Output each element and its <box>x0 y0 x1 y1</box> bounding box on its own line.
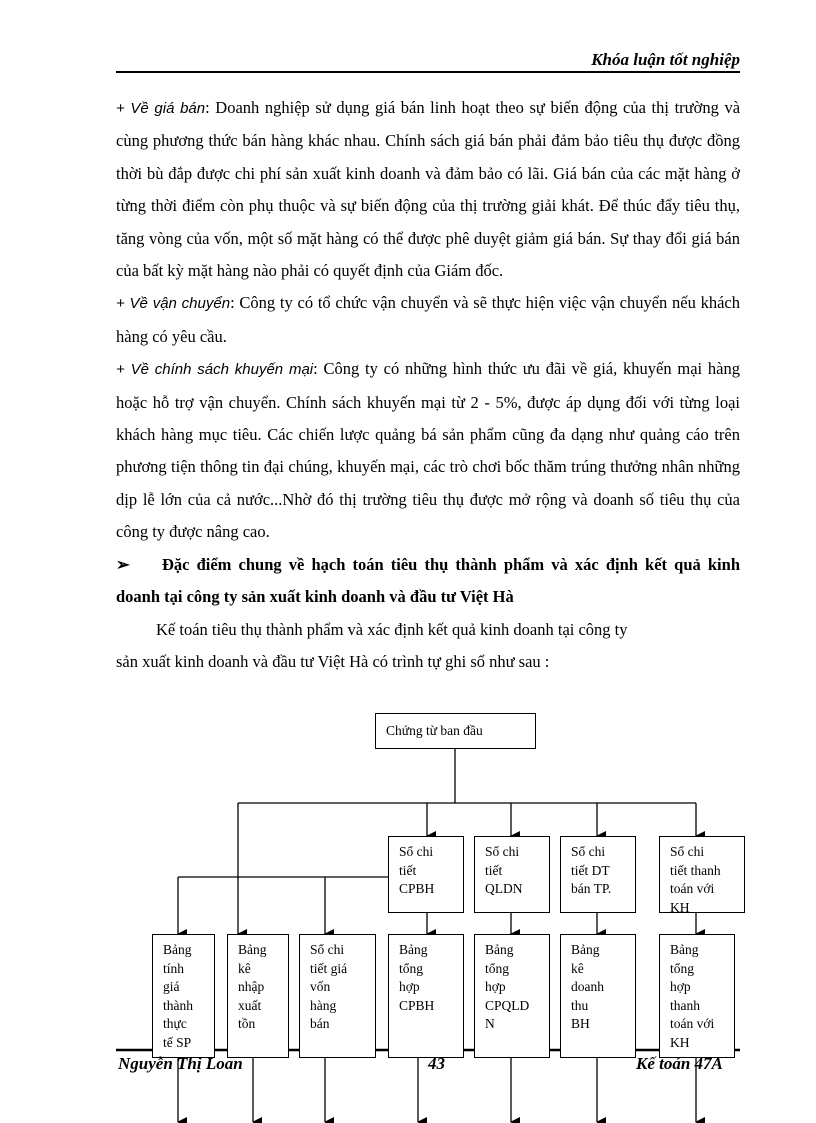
box-line: hợp <box>485 979 506 995</box>
text-transport: : Công ty có tổ chức vận chuyển và sẽ thực hiện việc vận chuyển nếu khách hàng có yêu cầu. <box>116 293 741 346</box>
box-line: tính <box>163 960 185 976</box>
root-box-label: Chứng từ ban đầu <box>386 723 483 738</box>
box-line: CPQLD <box>485 997 530 1013</box>
box-line: bán <box>310 1016 330 1032</box>
box-line: tiết DT <box>571 862 610 878</box>
box-line: CPBH <box>399 997 435 1013</box>
box-line: tổng <box>399 960 424 976</box>
box-line: KH <box>670 1034 690 1050</box>
box-detail-revenue <box>560 836 636 913</box>
label-transport: + Về vận chuyển <box>116 295 231 313</box>
box-line: Bảng <box>670 942 699 957</box>
box-line: bán TP. <box>571 881 612 897</box>
box-sales-revenue-list <box>560 934 636 1058</box>
box-line: tổng <box>670 960 695 976</box>
footer-page-number: 43 <box>428 1054 445 1073</box>
box-line: hàng <box>310 997 337 1013</box>
box-line: Bảng <box>571 942 600 957</box>
page-header-title: Khóa luận tốt nghiệp <box>591 50 740 69</box>
box-cpqldn-summary <box>474 934 550 1058</box>
text-promotion: : Công ty có những hình thức ưu đãi về giá, khuyến mại hàng hoặc hỗ trợ vận chuyển. Chính sách khuyến mại từ 2 - 5%, được áp dụng đối với từng loại khách hàng mục tiêu. Các chiến lược quảng bá sản phẩm cũng đa dạng như quảng cáo trên phương tiện thông tin đại chúng, khuyến mại, các trò chơi bốc thăm trúng thưởng nhân những dịp lễ lớn của cả nước...Nhờ đó thị trường tiêu thụ được mở rộng và doanh số tiêu thụ của công ty được nâng cao. <box>116 359 740 542</box>
box-line: Bảng <box>485 942 514 957</box>
box-line: vốn <box>310 979 331 995</box>
footer-author: Nguyễn Thị Loan <box>118 1054 243 1073</box>
box-detail-qldn <box>474 836 550 913</box>
root-box-source-documents <box>375 713 536 749</box>
box-line: thu <box>571 997 589 1013</box>
box-line: Sổ chi <box>310 942 345 957</box>
box-line: KH <box>670 899 690 913</box>
box-line: toán với <box>670 881 715 897</box>
box-line: tiết giá <box>310 960 348 976</box>
arrow-bullet-icon: ➢ <box>116 554 130 574</box>
box-line: tiết <box>485 862 503 878</box>
box-line: tiết thanh <box>670 862 721 878</box>
box-cost-calculation-table <box>152 934 215 1058</box>
box-line: Bảng <box>238 942 267 957</box>
box-line: giá <box>163 979 180 995</box>
box-line: doanh <box>571 979 604 995</box>
box-line: xuất <box>238 997 262 1013</box>
box-line: kê <box>571 960 584 976</box>
section-heading-text: Đặc điểm chung về hạch toán tiêu thụ thành phẩm và xác định kết quả kinh doanh tại công ty sản xuất kinh doanh và đầu tư Việt Hà <box>116 554 740 607</box>
box-line: nhập <box>238 979 265 995</box>
box-line: Sổ chi <box>485 844 520 859</box>
box-line: N <box>485 1016 495 1032</box>
box-line: Sổ chi <box>399 844 434 859</box>
box-line: BH <box>571 1016 590 1032</box>
box-detail-cpbh <box>388 836 464 913</box>
box-line: hợp <box>399 979 420 995</box>
box-line: Bảng <box>163 942 192 957</box>
box-inventory-summary <box>227 934 289 1058</box>
box-line: kê <box>238 960 251 976</box>
box-line: Bảng <box>399 942 428 957</box>
box-line: thành <box>163 997 193 1013</box>
box-line: CPBH <box>399 881 435 897</box>
box-line: Sổ chi <box>670 844 705 859</box>
box-line: toán với <box>670 1016 715 1032</box>
intro-line-1: Kế toán tiêu thụ thành phẩm và xác định kết quả kinh doanh tại công ty <box>156 619 628 639</box>
intro-line-2: sản xuất kinh doanh và đầu tư Việt Hà có trình tự ghi sổ như sau : <box>116 651 550 671</box>
label-selling-price: + Về giá bán <box>116 100 206 117</box>
box-line: thực <box>163 1016 187 1032</box>
box-line: tồn <box>238 1016 256 1032</box>
label-promotion: + Về chính sách khuyến mại <box>116 361 314 379</box>
text-selling-price: : Doanh nghiệp sử dụng giá bán linh hoạt theo sự biến động của thị trường và cùng phương thức bán hàng khác nhau. Chính sách giá bán phải đảm bảo tiêu thụ được đồng thời bù đắp được chi phí sản xuất kinh doanh và đảm bảo có lãi. Giá bán của các mặt hàng ở từng thời điểm còn phụ thuộc và sự biến động của thị trường giải khát. Để thúc đẩy tiêu thụ, tăng vòng của vốn, một số mặt hàng có thể được phê duyệt giảm giá bán. Sự thay đổi giá bán của bất kỳ mặt hàng nào phải có quyết định của Giám đốc. <box>116 98 741 281</box>
box-line: tổng <box>485 960 510 976</box>
box-line: Sổ chi <box>571 844 606 859</box>
box-line: QLDN <box>485 881 523 897</box>
box-customer-payment-summary <box>659 934 735 1058</box>
box-cpbh-summary <box>388 934 464 1058</box>
box-line: tiết <box>399 862 417 878</box>
box-cogs-detail <box>299 934 376 1058</box>
box-line: hợp <box>670 979 691 995</box>
box-detail-customer-payment <box>659 836 745 913</box>
box-line: tế SP <box>163 1034 192 1050</box>
box-line: thanh <box>670 997 700 1013</box>
footer-class: Kế toán 47A <box>636 1054 723 1073</box>
